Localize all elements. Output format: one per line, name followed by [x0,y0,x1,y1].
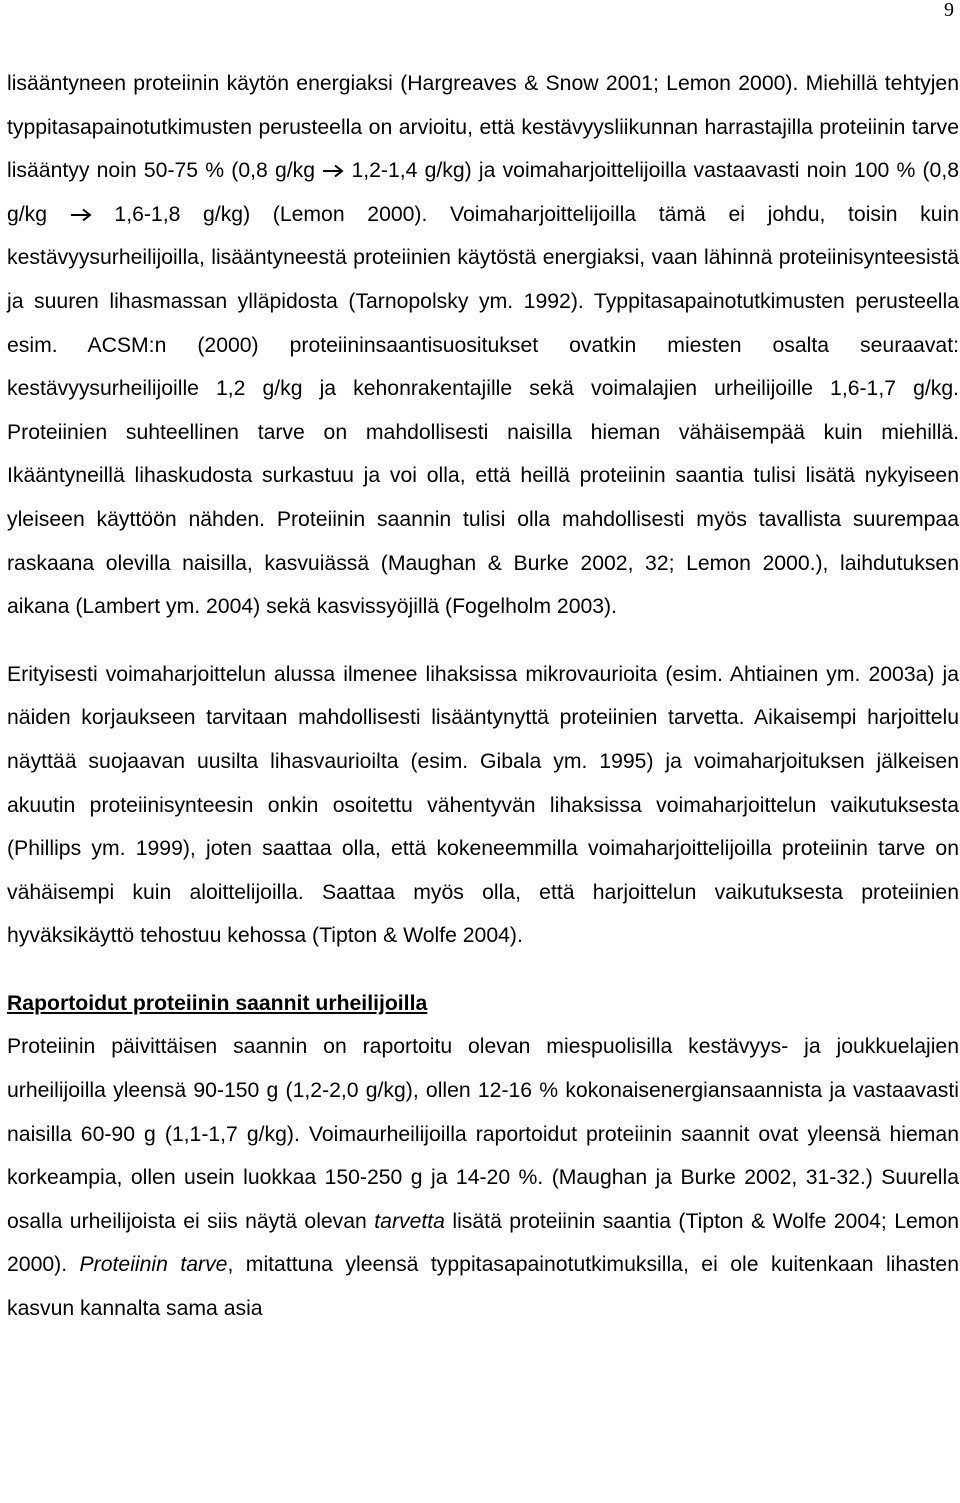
paragraph-3-italic-protein-need: Proteiinin tarve [79,1253,228,1277]
document-body [7,62,959,1331]
paragraph-3-text-b: lisätä proteiinin saantia (Tipton & Wolfe 2004; Lemon 2000). [7,1209,960,1277]
paragraph-protein-needs [7,62,959,629]
paragraph-spacer [7,629,959,653]
section-heading: Raportoidut proteiinin saannit urheilijoilla [7,991,428,1015]
paragraph-1-text-c: 1,6-1,8 g/kg) (Lemon 2000). Voimaharjoittelijoilla tämä ei johdu, toisin kuin kestävyysurheilijoilla, lisääntyneestä proteiinien käytöstä energiaksi, vaan lähinnä proteiinisynteesistä ja suuren lihasmassan ylläpidosta (Tarnopolsky ym. 1992). Typpitasapainotutkimusten perusteella esim. ACSM:n (2000) proteiininsaantisuositukset ovatkin miesten osalta seuraavat: kestävyysurheilijoille 1,2 g/kg ja kehonrakentajille sekä voimalajien urheilijoille 1,6-1,7 g/kg. Proteiinien suhteellinen tarve on mahdollisesti naisilla hieman vähäisempää kuin miehillä. Ikääntyneillä lihaskudosta surkastuu ja voi olla, että heillä proteiinin saantia tulisi lisätä nykyiseen yleiseen käyttöön nähden. Proteiinin saannin tulisi olla mahdollisesti myös tavallista suurempaa raskaana olevilla naisilla, kasvuiässä (Maughan & Burke 2002, 32; Lemon 2000.), laihdutuksen aikana (Lambert ym. 2004) sekä kasvissyöjillä (Fogelholm 2003). [7,202,960,619]
page-number: 9 [944,0,954,21]
arrow-right-icon [322,164,344,178]
paragraph-3-text-c: , mitattuna yleensä typpitasapainotutkimuksilla, ei ole kuitenkaan lihasten kasvun kannalta sama asia [7,1253,959,1321]
paragraph-muscle-damage: Erityisesti voimaharjoittelun alussa ilmenee lihaksissa mikrovaurioita (esim. Ahtiainen ym. 2003a) ja näiden korjaukseen tarvitaan mahdollisesti lisääntynyttä proteiinien tarvetta. Aikaisempi harjoittelu näyttää suojaavan uusilta lihasvaurioilta (esim. Gibala ym. 1995) ja voimaharjoituksen jälkeisen akuutin proteiinisynteesin onkin osoitettu vähentyvän lihaksissa voimaharjoittelun vaikutuksesta (Phillips ym. 1999), joten saattaa olla, että kokeneemmilla voimaharjoittelijoilla proteiinin tarve on vähäisempi kuin aloittelijoilla. Saattaa myös olla, että harjoittelun vaikutuksesta proteiinien hyväksikäyttö tehostuu kehossa (Tipton & Wolfe 2004). [7,662,959,948]
paragraph-3-italic-need: tarvetta [374,1209,445,1233]
paragraph-3-text-a: Proteiinin päivittäisen saannin on raportoitu olevan miespuolisilla kestävyys- ja joukkuelajien urheilijoilla yleensä 90-150 g (1,2-2,0 g/kg), ollen 12-16 % kokonaisenergiansaannista ja vastaavasti naisilla 60-90 g (1,1-1,7 g/kg). Voimaurheilijoilla raportoidut proteiinin saannit ovat yleensä hieman korkeampia, ollen usein luokkaa 150-250 g ja 14-20 %. (Maughan ja Burke 2002, 31-32.) Suurella osalla urheilijoista ei siis näytä olevan [7,1035,959,1233]
paragraph-1-text-a: lisääntyneen proteiinin käytön energiaksi (Hargreaves & Snow 2001; Lemon 2000). Miehillä tehtyjen typpitasapainotutkimusten perusteella on arvioitu, että kestävyysliikunnan harrastajilla proteiinin tarve lisääntyy noin 50-75 % (0,8 g/kg [7,72,959,183]
paragraph-1-text-b: 1,2-1,4 g/kg) ja voimaharjoittelijoilla vastaavasti noin 100 % (0,8 g/kg [7,159,960,226]
paragraph-spacer [7,958,959,982]
arrow-right-icon [70,208,92,222]
paragraph-reported-intake [7,1025,959,1330]
